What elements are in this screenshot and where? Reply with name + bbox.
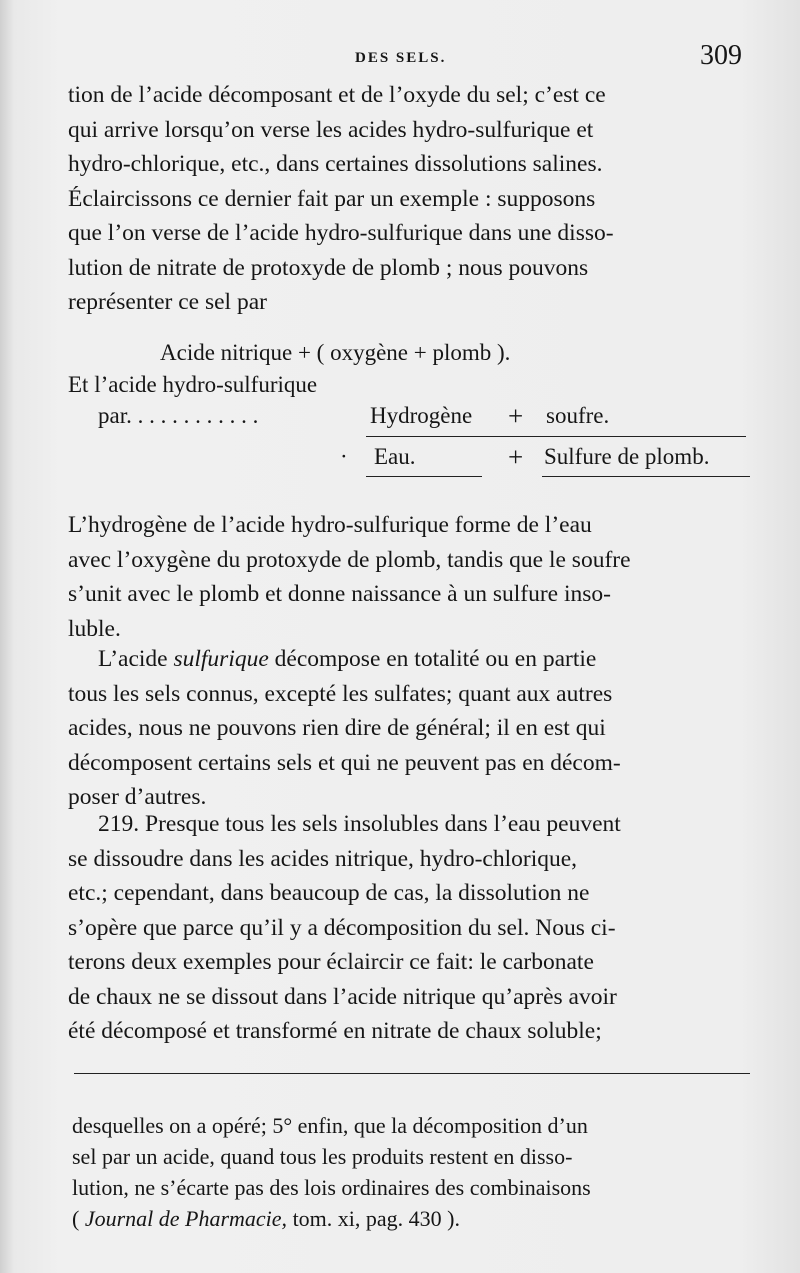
- text-line: acides, nous ne pouvons rien dire de général; il en est qui: [68, 715, 606, 741]
- text-line: L’hydrogène de l’acide hydro-sulfurique forme de l’eau: [68, 512, 592, 538]
- paragraph-explanation: [68, 508, 750, 646]
- text-fragment: (: [72, 1206, 85, 1231]
- text-line: hydro-chlorique, etc., dans certaines dissolutions salines.: [68, 151, 603, 177]
- text-line: 219. Presque tous les sels insolubles dans l’eau peuvent: [98, 811, 621, 837]
- footnote-rule: [74, 1073, 750, 1074]
- equation-rule: [366, 436, 746, 437]
- paragraph-219: [68, 807, 750, 1049]
- equation-plus: +: [508, 442, 524, 472]
- text-line: s’unit avec le plomb et donne naissance à un sulfure inso-: [68, 581, 611, 607]
- footnote-line: sel par un acide, quand tous les produits restent en disso-: [72, 1144, 573, 1169]
- footnote: [72, 1110, 750, 1234]
- equation-row-acid-left: par. . . . . . . . . . . .: [98, 403, 259, 428]
- text-line: s’opère que parce qu’il y a décomposition du sel. Nous ci-: [68, 914, 616, 941]
- equation-eau: Eau.: [374, 444, 416, 469]
- text-fragment: décompose en totalité ou en partie: [268, 646, 597, 672]
- running-title: DES SELS.: [355, 50, 447, 66]
- paragraph-intro: [68, 78, 750, 320]
- text-line: terons deux exemples pour éclaircir ce fait: le carbonate: [68, 949, 594, 975]
- text-line: avec l’oxygène du protoxyde de plomb, tandis que le soufre: [68, 546, 631, 573]
- paragraph-sulfuric: [68, 642, 750, 815]
- equation-row-salt: Acide nitrique + ( oxygène + plomb ).: [160, 340, 511, 365]
- text-line: luble.: [68, 615, 121, 642]
- text-line: que l’on verse de l’acide hydro-sulfurique dans une disso-: [68, 220, 614, 246]
- equation-rule: [366, 476, 482, 477]
- text-fragment: L’acide: [98, 646, 174, 672]
- text-line: tous les sels connus, excepté les sulfates; quant aux autres: [68, 680, 613, 707]
- footnote-line: lution, ne s’écarte pas des lois ordinaires des combinaisons: [72, 1175, 591, 1200]
- text-line: [68, 642, 750, 677]
- text-line: etc.; cependant, dans beaucoup de cas, la dissolution ne: [68, 880, 590, 906]
- text-line: de chaux ne se dissout dans l’acide nitrique qu’après avoir: [68, 983, 617, 1010]
- footnote-line: [72, 1203, 750, 1234]
- page-header: [0, 40, 800, 76]
- text-line: tion de l’acide décomposant et de l’oxyde du sel; c’est ce: [68, 82, 606, 108]
- text-line: Éclaircissons ce dernier fait par un exemple : supposons: [68, 185, 596, 212]
- page-number: 309: [700, 40, 742, 71]
- equation-plus: +: [508, 401, 524, 431]
- footnote-line: desquelles on a opéré; 5° enfin, que la décomposition d’un: [72, 1113, 588, 1138]
- chemical-equation: [68, 340, 758, 485]
- journal-title: Journal de Pharmacie,: [84, 1206, 288, 1231]
- text-line: poser d’autres.: [68, 784, 207, 810]
- text-line: été décomposé et transformé en nitrate de chaux soluble;: [68, 1018, 602, 1044]
- equation-rule: [542, 476, 750, 477]
- text-line: représenter ce sel par: [68, 289, 267, 315]
- equation-soufre: soufre.: [546, 403, 610, 428]
- text-line: décomposent certains sels et qui ne peuvent pas en décom-: [68, 749, 621, 776]
- text-line: qui arrive lorsqu’on verse les acides hydro-sulfurique et: [68, 116, 594, 143]
- text-line: se dissoudre dans les acides nitrique, hydro-chlorique,: [68, 845, 578, 872]
- text-line: lution de nitrate de protoxyde de plomb ; nous pouvons: [68, 254, 589, 281]
- equation-row-acid-label: Et l’acide hydro-sulfurique: [68, 372, 318, 397]
- equation-sulfure: Sulfure de plomb.: [544, 444, 710, 469]
- equation-dot: ·: [340, 444, 348, 469]
- text-fragment: tom. xi, pag. 430 ).: [287, 1206, 460, 1231]
- equation-hydrogene: Hydrogène: [370, 403, 473, 428]
- italic-term: sulfurique: [173, 646, 269, 672]
